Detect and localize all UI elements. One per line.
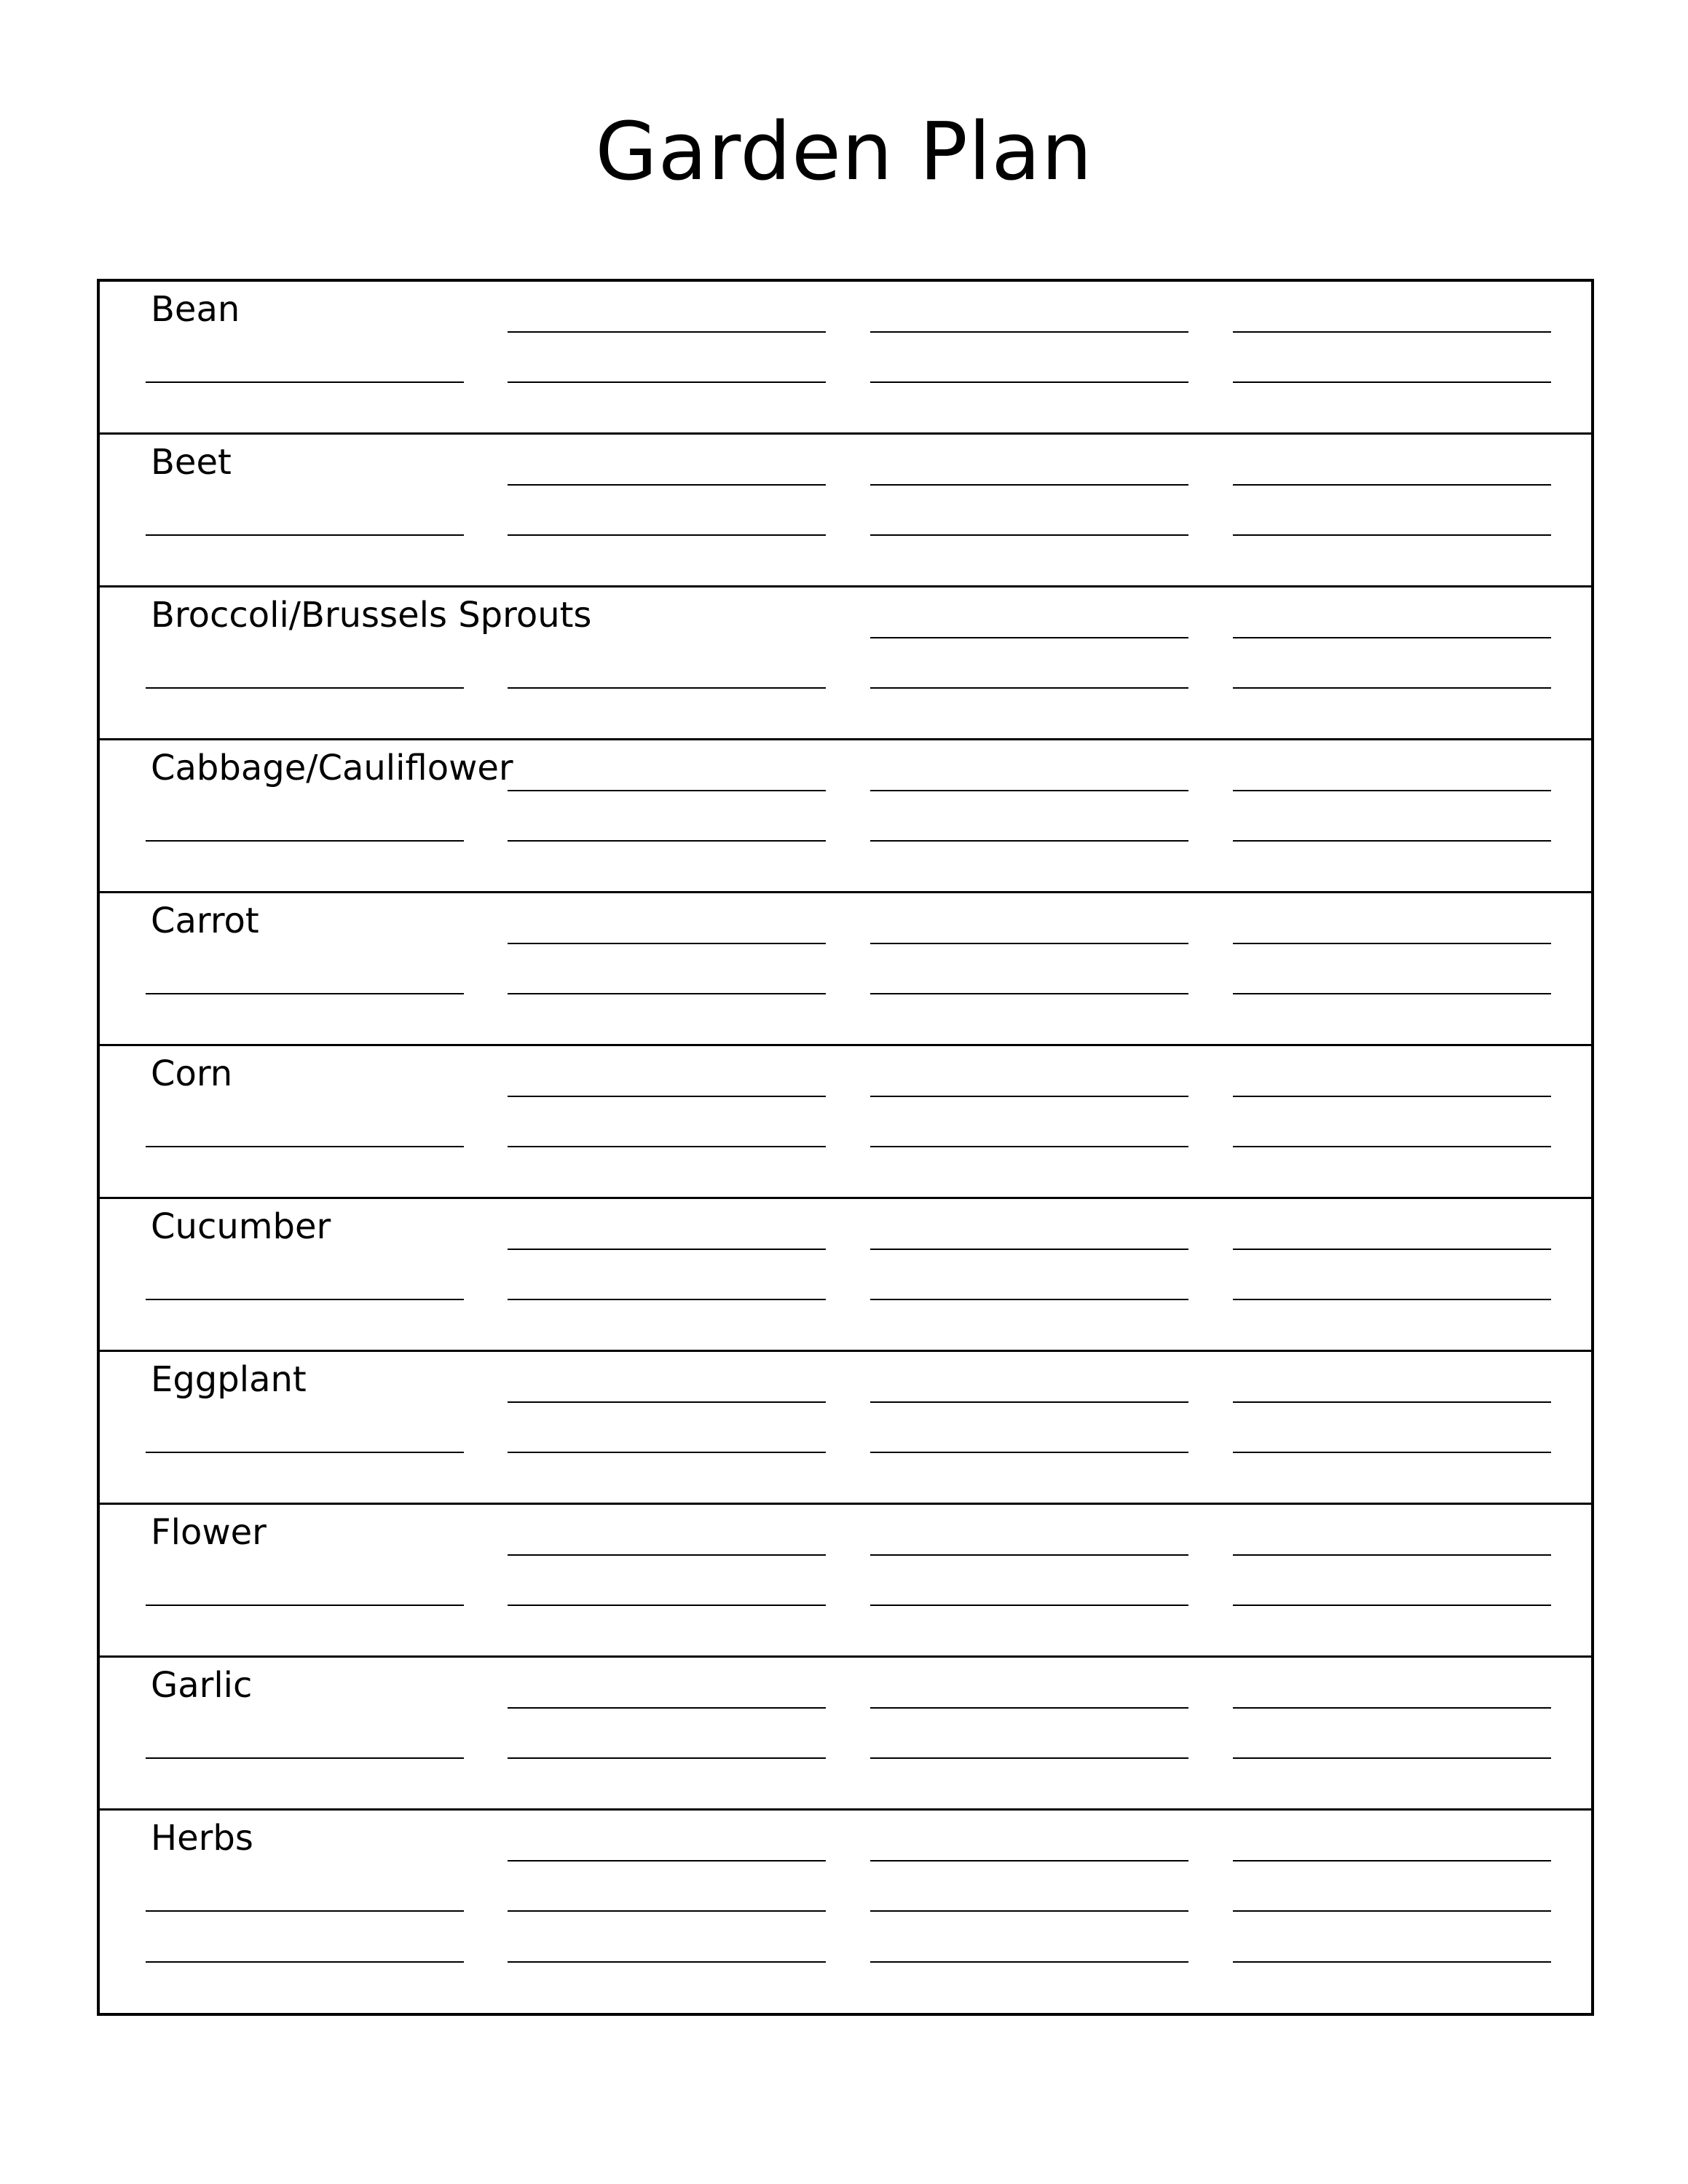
write-in-line[interactable] bbox=[870, 1249, 1188, 1250]
write-in-line[interactable] bbox=[870, 1707, 1188, 1709]
write-in-line[interactable] bbox=[1233, 1299, 1551, 1300]
plant-row-corn bbox=[100, 1046, 1591, 1199]
plant-label: Carrot bbox=[151, 901, 259, 941]
write-in-line[interactable] bbox=[870, 1401, 1188, 1403]
plant-row-flower bbox=[100, 1505, 1591, 1658]
write-in-line[interactable] bbox=[870, 1757, 1188, 1759]
write-in-line[interactable] bbox=[1233, 993, 1551, 994]
write-in-line[interactable] bbox=[870, 687, 1188, 689]
write-in-line[interactable] bbox=[870, 943, 1188, 944]
write-in-line[interactable] bbox=[1233, 331, 1551, 333]
plant-label: Cabbage/Cauliflower bbox=[151, 748, 513, 788]
write-in-line[interactable] bbox=[870, 1452, 1188, 1453]
write-in-line[interactable] bbox=[1233, 1452, 1551, 1453]
write-in-line[interactable] bbox=[146, 534, 464, 536]
write-in-line[interactable] bbox=[1233, 943, 1551, 944]
write-in-line[interactable] bbox=[146, 1605, 464, 1606]
write-in-line[interactable] bbox=[1233, 1554, 1551, 1556]
write-in-line[interactable] bbox=[508, 1605, 826, 1606]
plant-row-broccoli-brussels-sprouts bbox=[100, 587, 1591, 740]
plant-row-bean bbox=[100, 282, 1591, 435]
write-in-line[interactable] bbox=[870, 381, 1188, 383]
write-in-line[interactable] bbox=[1233, 1249, 1551, 1250]
write-in-line[interactable] bbox=[146, 1452, 464, 1453]
plant-row-herbs bbox=[100, 1811, 1591, 2013]
write-in-line[interactable] bbox=[508, 1401, 826, 1403]
write-in-line[interactable] bbox=[870, 840, 1188, 842]
write-in-line[interactable] bbox=[1233, 1961, 1551, 1963]
write-in-line[interactable] bbox=[870, 1910, 1188, 1912]
write-in-line[interactable] bbox=[508, 943, 826, 944]
write-in-line[interactable] bbox=[508, 1910, 826, 1912]
write-in-line[interactable] bbox=[508, 1096, 826, 1097]
write-in-line[interactable] bbox=[870, 331, 1188, 333]
write-in-line[interactable] bbox=[508, 1452, 826, 1453]
page-title: Garden Plan bbox=[595, 105, 1093, 198]
plant-label: Corn bbox=[151, 1053, 233, 1094]
write-in-line[interactable] bbox=[1233, 1707, 1551, 1709]
write-in-line[interactable] bbox=[508, 1707, 826, 1709]
write-in-line[interactable] bbox=[508, 484, 826, 486]
garden-plan-table bbox=[97, 279, 1594, 2016]
write-in-line[interactable] bbox=[1233, 840, 1551, 842]
write-in-line[interactable] bbox=[146, 1961, 464, 1963]
write-in-line[interactable] bbox=[870, 1961, 1188, 1963]
plant-label: Broccoli/Brussels Sprouts bbox=[151, 595, 592, 636]
write-in-line[interactable] bbox=[508, 1146, 826, 1147]
plant-label: Garlic bbox=[151, 1665, 253, 1706]
write-in-line[interactable] bbox=[870, 993, 1188, 994]
write-in-line[interactable] bbox=[870, 534, 1188, 536]
plant-row-eggplant bbox=[100, 1352, 1591, 1505]
write-in-line[interactable] bbox=[870, 1605, 1188, 1606]
plant-label: Bean bbox=[151, 289, 240, 330]
write-in-line[interactable] bbox=[870, 1554, 1188, 1556]
write-in-line[interactable] bbox=[1233, 381, 1551, 383]
plant-label: Beet bbox=[151, 442, 232, 483]
write-in-line[interactable] bbox=[1233, 1096, 1551, 1097]
write-in-line[interactable] bbox=[508, 1299, 826, 1300]
plant-row-cucumber bbox=[100, 1199, 1591, 1352]
write-in-line[interactable] bbox=[146, 1299, 464, 1300]
write-in-line[interactable] bbox=[508, 1249, 826, 1250]
write-in-line[interactable] bbox=[508, 1554, 826, 1556]
write-in-line[interactable] bbox=[508, 534, 826, 536]
write-in-line[interactable] bbox=[870, 484, 1188, 486]
write-in-line[interactable] bbox=[1233, 1910, 1551, 1912]
plant-row-cabbage-cauliflower bbox=[100, 740, 1591, 893]
plant-label: Herbs bbox=[151, 1818, 253, 1859]
write-in-line[interactable] bbox=[508, 993, 826, 994]
write-in-line[interactable] bbox=[508, 790, 826, 791]
write-in-line[interactable] bbox=[870, 1860, 1188, 1861]
write-in-line[interactable] bbox=[508, 840, 826, 842]
write-in-line[interactable] bbox=[1233, 534, 1551, 536]
write-in-line[interactable] bbox=[146, 1757, 464, 1759]
plant-row-garlic bbox=[100, 1658, 1591, 1811]
write-in-line[interactable] bbox=[1233, 637, 1551, 638]
write-in-line[interactable] bbox=[1233, 1860, 1551, 1861]
write-in-line[interactable] bbox=[1233, 790, 1551, 791]
write-in-line[interactable] bbox=[508, 381, 826, 383]
write-in-line[interactable] bbox=[1233, 1146, 1551, 1147]
write-in-line[interactable] bbox=[1233, 1605, 1551, 1606]
plant-row-carrot bbox=[100, 893, 1591, 1046]
write-in-line[interactable] bbox=[1233, 687, 1551, 689]
write-in-line[interactable] bbox=[146, 381, 464, 383]
write-in-line[interactable] bbox=[508, 1757, 826, 1759]
write-in-line[interactable] bbox=[146, 840, 464, 842]
write-in-line[interactable] bbox=[1233, 1757, 1551, 1759]
plant-row-beet bbox=[100, 435, 1591, 587]
write-in-line[interactable] bbox=[870, 1146, 1188, 1147]
write-in-line[interactable] bbox=[508, 1860, 826, 1861]
plant-label: Eggplant bbox=[151, 1359, 307, 1400]
plant-label: Cucumber bbox=[151, 1206, 331, 1247]
write-in-line[interactable] bbox=[146, 1146, 464, 1147]
plant-label: Flower bbox=[151, 1512, 267, 1553]
write-in-line[interactable] bbox=[870, 790, 1188, 791]
write-in-line[interactable] bbox=[1233, 484, 1551, 486]
write-in-line[interactable] bbox=[870, 637, 1188, 638]
write-in-line[interactable] bbox=[146, 993, 464, 994]
write-in-line[interactable] bbox=[508, 331, 826, 333]
write-in-line[interactable] bbox=[1233, 1401, 1551, 1403]
write-in-line[interactable] bbox=[508, 687, 826, 689]
write-in-line[interactable] bbox=[870, 1299, 1188, 1300]
write-in-line[interactable] bbox=[146, 1910, 464, 1912]
write-in-line[interactable] bbox=[508, 1961, 826, 1963]
write-in-line[interactable] bbox=[870, 1096, 1188, 1097]
write-in-line[interactable] bbox=[146, 687, 464, 689]
